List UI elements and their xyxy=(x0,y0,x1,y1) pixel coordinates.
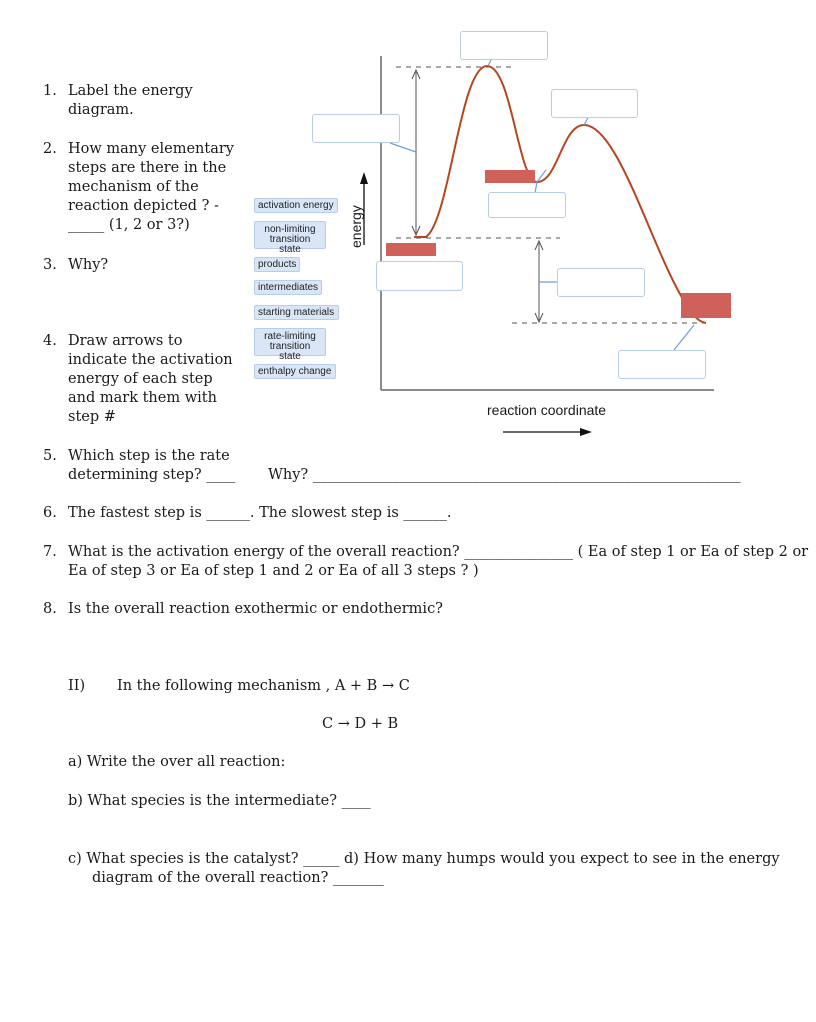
label-enthalpy-change[interactable]: enthalpy change xyxy=(254,364,336,379)
part2-question-a: a) Write the over all reaction: xyxy=(68,754,286,770)
marker-products xyxy=(681,293,731,318)
q3-text-1: Why? xyxy=(68,257,109,273)
q8-text-1: Is the overall reaction exothermic or endothermic? xyxy=(68,601,443,617)
marker-intermediate xyxy=(485,170,535,183)
q1-text-1: Label the energy xyxy=(68,83,193,99)
q2-text-3: mechanism of the xyxy=(68,179,199,195)
q2-text-2: steps are there in the xyxy=(68,160,227,176)
q2-text-4: reaction depicted ? - xyxy=(68,198,219,214)
q4-text-1: Draw arrows to xyxy=(68,333,183,349)
q2-text-5: _____ (1, 2 or 3?) xyxy=(68,217,190,233)
q5-number: 5. xyxy=(43,448,57,464)
q4-text-2: indicate the activation xyxy=(68,352,233,368)
marker-start xyxy=(386,243,436,256)
q7-text-1: What is the activation energy of the overall reaction? _______________ ( Ea of step 1 or Ea of step 2 or xyxy=(68,544,809,560)
q1-number: 1. xyxy=(43,83,57,99)
q5-why: Why? ___________________________________________________________ xyxy=(268,467,741,483)
leader-products xyxy=(674,325,694,350)
answer-box-dh[interactable] xyxy=(557,268,645,297)
label-products[interactable]: products xyxy=(254,257,300,272)
q5-text-2: determining step? ____ xyxy=(68,467,236,483)
part2-question-d: diagram of the overall reaction? _______ xyxy=(92,870,384,886)
part2-intro: In the following mechanism , A + B → C xyxy=(117,678,410,694)
part2-step2: C → D + B xyxy=(322,716,399,732)
label-rate-limiting-ts[interactable]: rate-limiting transition state xyxy=(254,328,326,356)
part2-question-c: c) What species is the catalyst? _____ d) How many humps would you expect to see in the energy xyxy=(68,851,780,867)
part2-question-b: b) What species is the intermediate? ____ xyxy=(68,793,371,809)
reaction-arrow-head xyxy=(580,428,592,436)
answer-box-products[interactable] xyxy=(618,350,706,379)
q5-text-1: Which step is the rate xyxy=(68,448,230,464)
answer-box-ts2[interactable] xyxy=(551,89,638,118)
q1-text-2: diagram. xyxy=(68,102,134,118)
q7-number: 7. xyxy=(43,544,57,560)
label-non-limiting-ts[interactable]: non-limiting transition state xyxy=(254,221,326,249)
part2-roman: II) xyxy=(68,678,86,694)
q6-number: 6. xyxy=(43,505,57,521)
y-axis-label: energy xyxy=(348,205,364,248)
answer-box-ea[interactable] xyxy=(312,114,400,143)
q4-text-5: step # xyxy=(68,409,116,425)
q4-text-4: and mark them with xyxy=(68,390,217,406)
q4-text-3: energy of each step xyxy=(68,371,213,387)
label-starting-materials[interactable]: starting materials xyxy=(254,305,339,320)
q8-number: 8. xyxy=(43,601,57,617)
q7-text-2: Ea of step 3 or Ea of step 1 and 2 or Ea of all 3 steps ? ) xyxy=(68,563,479,579)
energy-arrow-head xyxy=(360,172,368,184)
q2-text-1: How many elementary xyxy=(68,141,234,157)
q6-text-1: The fastest step is ______. The slowest step is ______. xyxy=(68,505,452,521)
label-intermediates[interactable]: intermediates xyxy=(254,280,322,295)
q4-number: 4. xyxy=(43,333,57,349)
label-activation-energy[interactable]: activation energy xyxy=(254,198,338,213)
q3-number: 3. xyxy=(43,257,57,273)
x-axis-label: reaction coordinate xyxy=(487,402,607,418)
q2-number: 2. xyxy=(43,141,57,157)
answer-box-ts1[interactable] xyxy=(460,31,548,60)
leader-ea xyxy=(390,143,416,152)
answer-box-start[interactable] xyxy=(376,261,463,291)
answer-box-intermediate[interactable] xyxy=(488,192,566,218)
